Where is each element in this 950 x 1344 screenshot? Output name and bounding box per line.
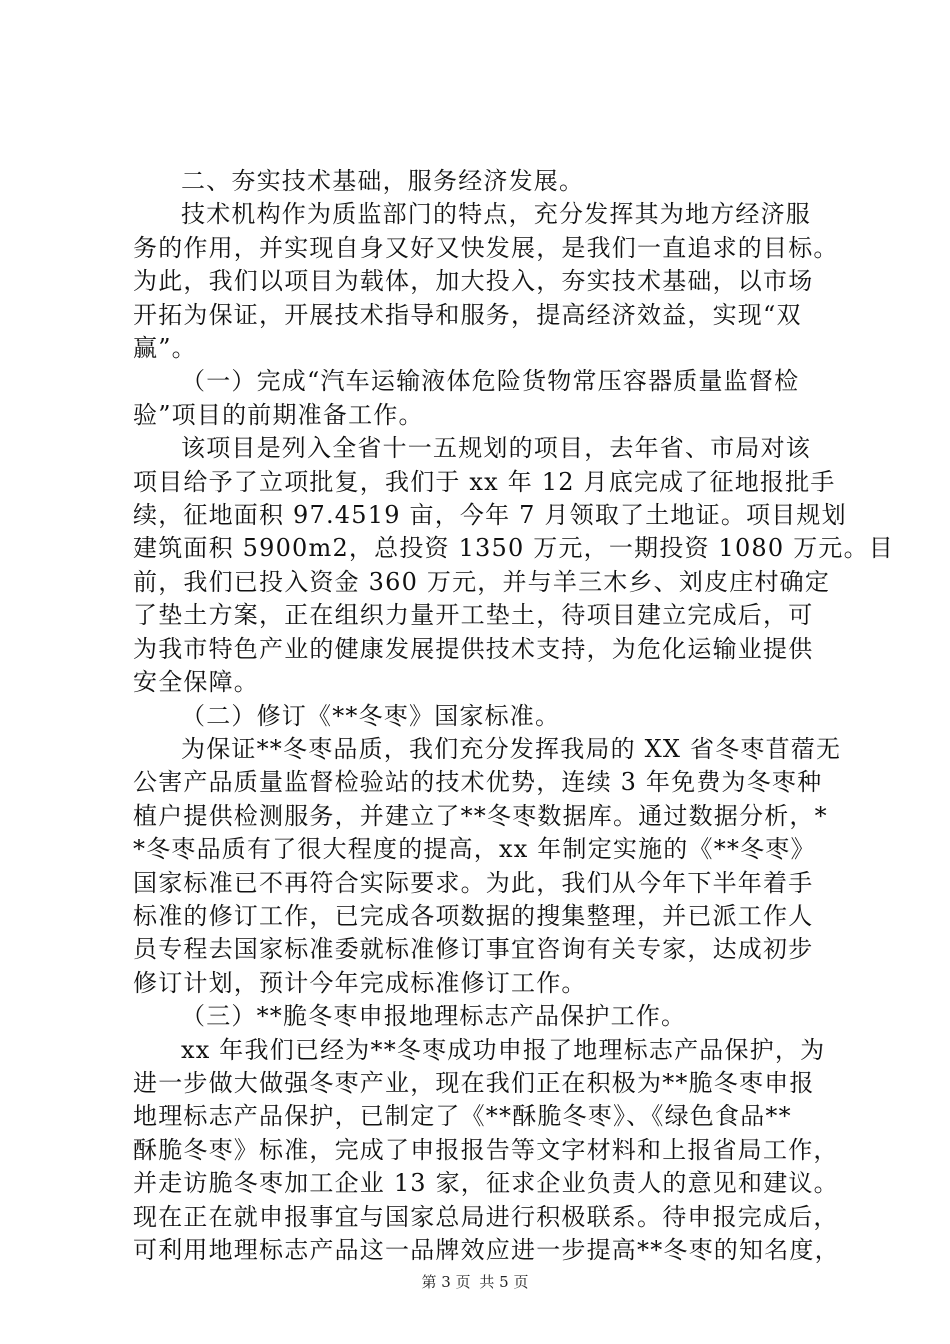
paragraph-line: 为此，我们以项目为载体，加大投入，夯实技术基础，以市场 — [133, 267, 814, 295]
paragraph-line: 员专程去国家标准委就标准修订事宜咨询有关专家，达成初步 — [133, 935, 814, 963]
paragraph-line: 进一步做大做强冬枣产业，现在我们正在积极为**脆冬枣申报 — [133, 1069, 815, 1097]
page-number-total: 共 5 页 — [479, 1273, 529, 1291]
subsection-heading: （二）修订《**冬枣》国家标准。 — [181, 702, 561, 730]
paragraph-line: 修订计划，预计今年完成标准修订工作。 — [133, 969, 587, 997]
paragraph-line: 酥脆冬枣》标准，完成了申报报告等文字材料和上报省局工作， — [133, 1136, 839, 1164]
paragraph-line: 标准的修订工作，已完成各项数据的搜集整理，并已派工作人 — [133, 902, 814, 930]
paragraph-line: 现在正在就申报事宜与国家总局进行积极联系。待申报完成后， — [133, 1203, 839, 1231]
paragraph-line: 建筑面积 5900m2，总投资 1350 万元，一期投资 1080 万元。目 — [133, 534, 895, 562]
paragraph-line: 了垫土方案，正在组织力量开工垫土，待项目建立完成后，可 — [133, 601, 814, 629]
subsection-heading: （一）完成“汽车运输液体危险货物常压容器质量监督检 — [181, 367, 800, 395]
page-number-current: 第 3 页 — [421, 1273, 471, 1291]
paragraph-line: 开拓为保证，开展技术指导和服务，提高经济效益，实现“双 — [133, 301, 802, 329]
paragraph-line: 技术机构作为质监部门的特点，充分发挥其为地方经济服 — [181, 200, 811, 228]
paragraph-line: 可利用地理标志产品这一品牌效应进一步提高**冬枣的知名度， — [133, 1236, 840, 1264]
subsection-heading: （三）**脆冬枣申报地理标志产品保护工作。 — [181, 1002, 687, 1030]
paragraph-line: 安全保障。 — [133, 668, 259, 696]
paragraph-line: xx 年我们已经为**冬枣成功申报了地理标志产品保护，为 — [181, 1036, 826, 1064]
subsection-heading-cont: 验”项目的前期准备工作。 — [133, 401, 424, 429]
paragraph-line: 地理标志产品保护，已制定了《**酥脆冬枣》、《绿色食品** — [133, 1102, 792, 1130]
paragraph-line: 该项目是列入全省十一五规划的项目，去年省、市局对该 — [181, 434, 811, 462]
paragraph-line: 项目给予了立项批复，我们于 xx 年 12 月底完成了征地报批手 — [133, 468, 836, 496]
paragraph-line: *冬枣品质有了很大程度的提高，xx 年制定实施的《**冬枣》 — [133, 835, 816, 863]
page-footer — [0, 1272, 950, 1292]
paragraph-line: 务的作用，并实现自身又好又快发展，是我们一直追求的目标。 — [133, 234, 839, 262]
paragraph-line: 赢”。 — [133, 334, 197, 362]
paragraph-line: 植户提供检测服务，并建立了**冬枣数据库。通过数据分析，* — [133, 802, 828, 830]
paragraph-line: 国家标准已不再符合实际要求。为此，我们从今年下半年着手 — [133, 869, 814, 897]
section-heading: 二、夯实技术基础，服务经济发展。 — [181, 167, 585, 195]
paragraph-line: 公害产品质量监督检验站的技术优势，连续 3 年免费为冬枣种 — [133, 768, 823, 796]
paragraph-line: 为我市特色产业的健康发展提供技术支持，为危化运输业提供 — [133, 635, 814, 663]
paragraph-line: 为保证**冬枣品质，我们充分发挥我局的 XX 省冬枣苜蓿无 — [181, 735, 842, 763]
paragraph-line: 前，我们已投入资金 360 万元，并与羊三木乡、刘皮庄村确定 — [133, 568, 831, 596]
paragraph-line: 续，征地面积 97.4519 亩，今年 7 月领取了土地证。项目规划 — [133, 501, 847, 529]
paragraph-line: 并走访脆冬枣加工企业 13 家，征求企业负责人的意见和建议。 — [133, 1169, 839, 1197]
